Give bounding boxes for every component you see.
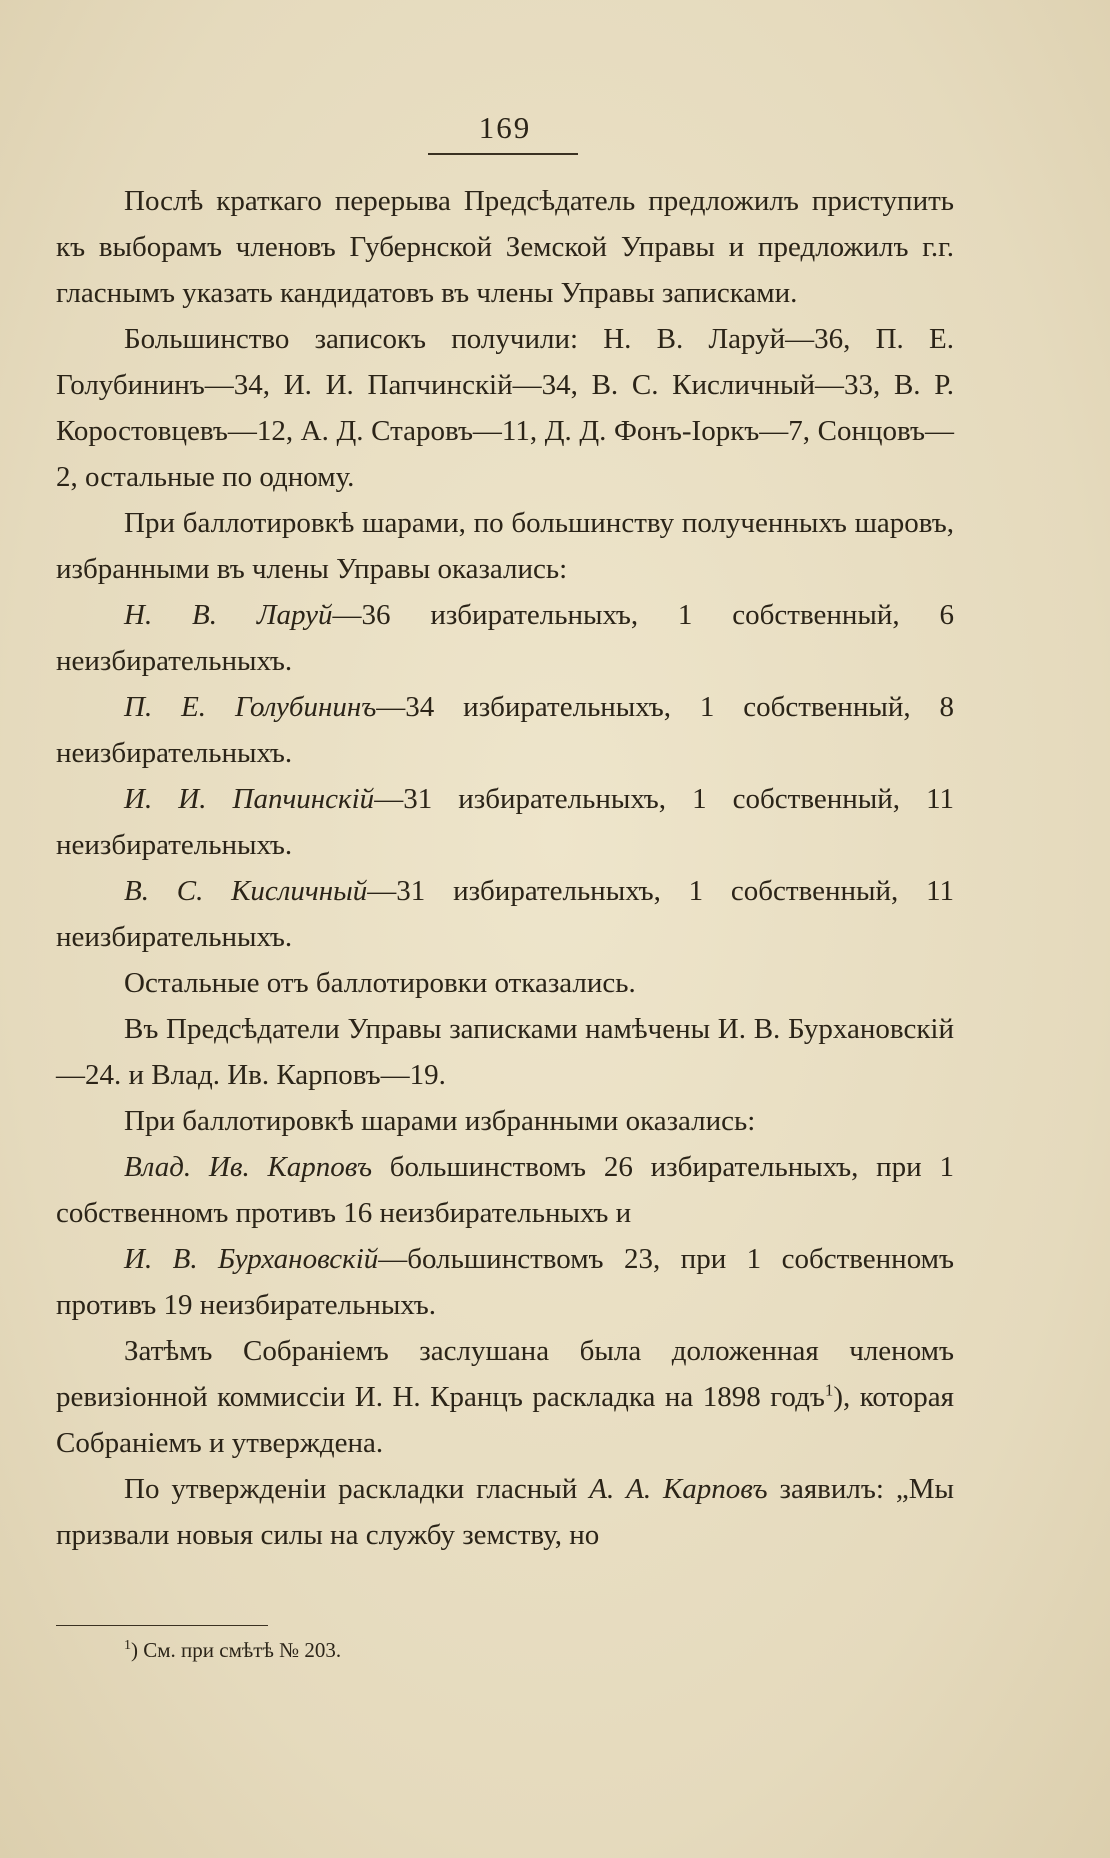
text-run: —большинствомъ 23, при 1 собственномъ противъ 19 неизбирательныхъ. [56,1243,954,1321]
paragraph [56,1328,954,1466]
body-text [56,178,954,1558]
paragraph [56,684,954,776]
text-run: Въ Предсѣдатели Управы записками намѣчены И. В. Бурхановскій—24. и Влад. Ив. Карповъ—19. [56,1013,954,1091]
text-run: —36 избирательныхъ, 1 собственный, 6 неизбирательныхъ. [56,599,954,677]
text-run: Остальные отъ баллотировки отказались. [124,967,636,999]
paragraph [56,868,954,960]
footnote [124,1636,341,1664]
paragraph [56,1098,954,1144]
paragraph [56,776,954,868]
paragraph [56,1466,954,1558]
paragraph [56,316,954,500]
text-run: При баллотировкѣ шарами избранными оказались: [124,1105,756,1137]
italic-name: В. С. Кисличный [124,875,368,907]
italic-name: И. В. Бурхановскій [124,1243,379,1275]
text-run: Большинство записокъ получили: Н. В. Ларуй—36, П. Е. Голубининъ—34, И. И. Папчинскій—34, В. С. Кисличный—33, В. Р. Коростовцевъ—12, А. Д. Старовъ—11, Д. Д. Фонъ-Іоркъ—7, Сонцовъ—2, остальные по одному. [56,323,954,493]
text-run: —31 избирательныхъ, 1 собственный, 11 неизбирательныхъ. [56,783,954,861]
text-run: —34 избирательныхъ, 1 собственный, 8 неизбирательныхъ. [56,691,954,769]
text-run: —31 избирательныхъ, 1 собственный, 11 неизбирательныхъ. [56,875,954,953]
italic-name: А. А. Карповъ [589,1473,768,1505]
page-number: 169 [478,110,532,145]
text-run: большинствомъ 26 избирательныхъ, при 1 собственномъ противъ 16 неизбирательныхъ и [56,1151,954,1229]
text-run: При баллотировкѣ шарами, по большинству полученныхъ шаровъ, избранными въ члены Управы оказались: [56,507,954,585]
footnote-text: ) См. при смѣтѣ № 203. [131,1638,342,1662]
text-run: По утвержденіи раскладки гласный [124,1473,590,1505]
footnote-reference: 1 [824,1380,834,1400]
italic-name: И. И. Папчинскій [124,783,375,815]
footnote-mark: 1 [124,1638,131,1653]
paragraph [56,1006,954,1098]
paragraph [56,592,954,684]
italic-name: П. Е. Голубининъ [124,691,377,723]
paragraph [56,500,954,592]
text-run: Затѣмъ Собраніемъ заслушана была доложенная членомъ ревизіонной коммиссіи И. Н. Кранцъ раскладка на 1898 годъ [56,1335,954,1413]
paragraph [56,1144,954,1236]
paragraph [56,960,954,1006]
italic-name: Влад. Ив. Карповъ [124,1151,372,1183]
text-run: ), которая Собраніемъ и утверждена. [56,1381,954,1459]
paragraph [56,1236,954,1328]
paragraph [56,178,954,316]
footnote-rule [56,1625,268,1626]
page-number-rule [428,153,578,155]
text-run: заявилъ: „Мы призвали новыя силы на службу земству, но [56,1473,954,1551]
italic-name: Н. В. Ларуй [124,599,333,631]
text-run: Послѣ краткаго перерыва Предсѣдатель предложилъ приступить къ выборамъ членовъ Губернской Земской Управы и предложилъ г.г. гласнымъ указать кандидатовъ въ члены Управы записками. [56,185,954,309]
